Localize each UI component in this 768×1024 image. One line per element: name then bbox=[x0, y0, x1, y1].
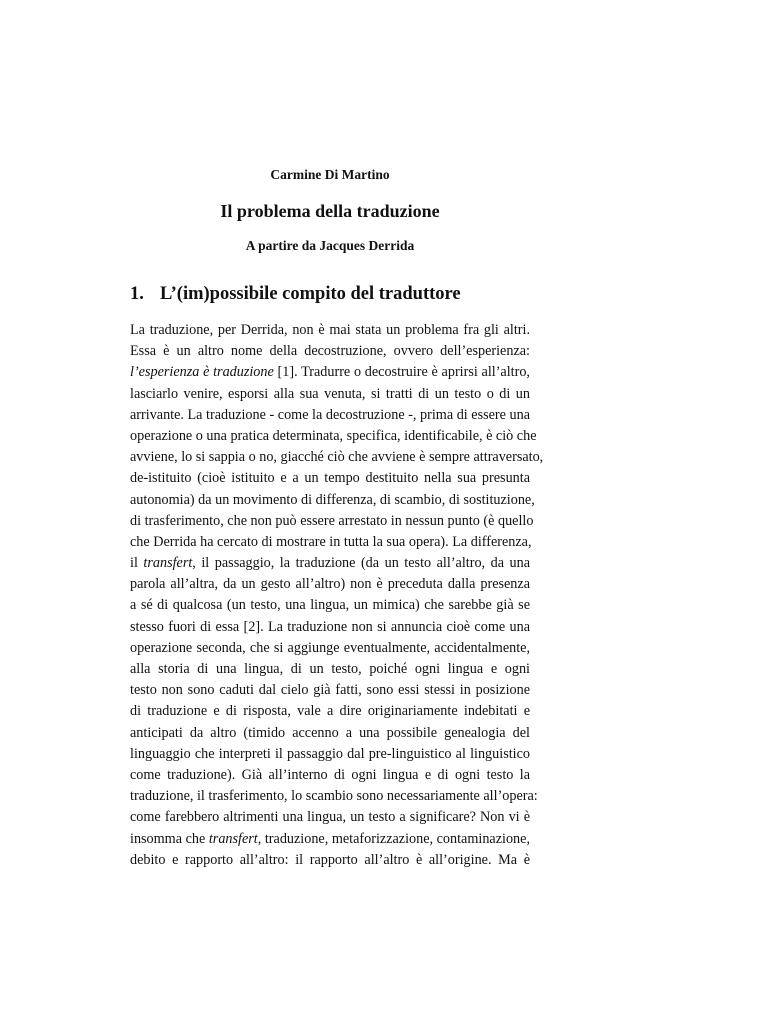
paragraph-line: avviene, lo si sappia o no, giacché ciò che avviene è sempre attraversato, bbox=[130, 449, 544, 466]
paragraph-line: operazione seconda, che si aggiunge eventualmente, accidentalmente, bbox=[130, 639, 530, 656]
paragraph-line: linguaggio che interpreti il passaggio dal pre-linguistico al linguistico bbox=[130, 745, 530, 762]
paragraph-line: come farebbero altrimenti una lingua, un testo a significare? Non vi è bbox=[130, 809, 530, 826]
paragraph-line: stesso fuori di essa [2]. La traduzione non si annuncia cioè come una bbox=[130, 618, 530, 635]
section-number: 1. bbox=[130, 284, 144, 304]
emphasis: transfert bbox=[208, 830, 258, 847]
paragraph-line: di traduzione e di risposta, vale a dire originariamente indebitati e bbox=[130, 703, 530, 720]
paragraph-line: l’esperienza è traduzione [1]. Tradurre o decostruire è aprirsi all’altro, bbox=[130, 364, 530, 381]
paper-title: Il problema della traduzione bbox=[220, 201, 440, 221]
paragraph-line: lasciarlo venire, esporsi alla sua venuta, si tratti di un testo o di un bbox=[130, 385, 530, 402]
paragraph-line: La traduzione, per Derrida, non è mai stata un problema fra gli altri. bbox=[130, 322, 530, 338]
section-title: L’(im)possibile compito del traduttore bbox=[160, 284, 461, 304]
emphasis: transfert bbox=[143, 555, 193, 572]
paragraph-line: debito e rapporto all’altro: il rapporto all’altro è all’origine. Ma è bbox=[130, 851, 530, 868]
section-heading bbox=[130, 284, 530, 305]
paragraph-line: operazione o una pratica determinata, specifica, identificabile, è ciò che bbox=[130, 427, 537, 444]
body-paragraph bbox=[130, 320, 544, 871]
paragraph-line: Essa è un altro nome della decostruzione, ovvero dell’esperienza: bbox=[130, 343, 530, 360]
paragraph-line: il transfert, il passaggio, la traduzione (da un testo all’altro, da una bbox=[130, 555, 531, 572]
paragraph-line: come traduzione). Già all’interno di ogni lingua e di ogni testo la bbox=[130, 766, 530, 783]
paragraph-line: traduzione, il trasferimento, lo scambio sono necessariamente all’opera: bbox=[130, 788, 538, 805]
paragraph-line: de-istituito (cioè istituito e a un tempo destituito nella sua presunta bbox=[130, 470, 530, 487]
paragraph-line: insomma che transfert, traduzione, metaforizzazione, contaminazione, bbox=[130, 830, 530, 847]
paragraph-line: alla storia di una lingua, di un testo, poiché ogni lingua e ogni bbox=[130, 661, 530, 677]
paper-subtitle: A partire da Jacques Derrida bbox=[245, 238, 415, 253]
emphasis: l’esperienza è traduzione bbox=[130, 364, 274, 381]
paragraph-line: anticipati da altro (timido accenno a una possibile genealogia del bbox=[130, 724, 530, 741]
paragraph-line: di trasferimento, che non può essere arrestato in nessun punto (è quello bbox=[130, 512, 534, 529]
paragraph-line: arrivante. La traduzione - come la decostruzione -, prima di essere una bbox=[130, 406, 530, 423]
paragraph-line: che Derrida ha cercato di mostrare in tutta la sua opera). La differenza, bbox=[130, 533, 532, 550]
paragraph-line: testo non sono caduti dal cielo già fatti, sono essi stessi in posizione bbox=[130, 682, 530, 699]
paragraph-line: autonomia) da un movimento di differenza, di scambio, di sostituzione, bbox=[130, 491, 535, 508]
author-name: Carmine Di Martino bbox=[270, 167, 390, 182]
paragraph-line: a sé di qualcosa (un testo, una lingua, un mimica) che sarebbe già se bbox=[130, 597, 530, 614]
paragraph-line: parola all’altra, da un gesto all’altro) non è preceduta dalla presenza bbox=[130, 576, 530, 593]
